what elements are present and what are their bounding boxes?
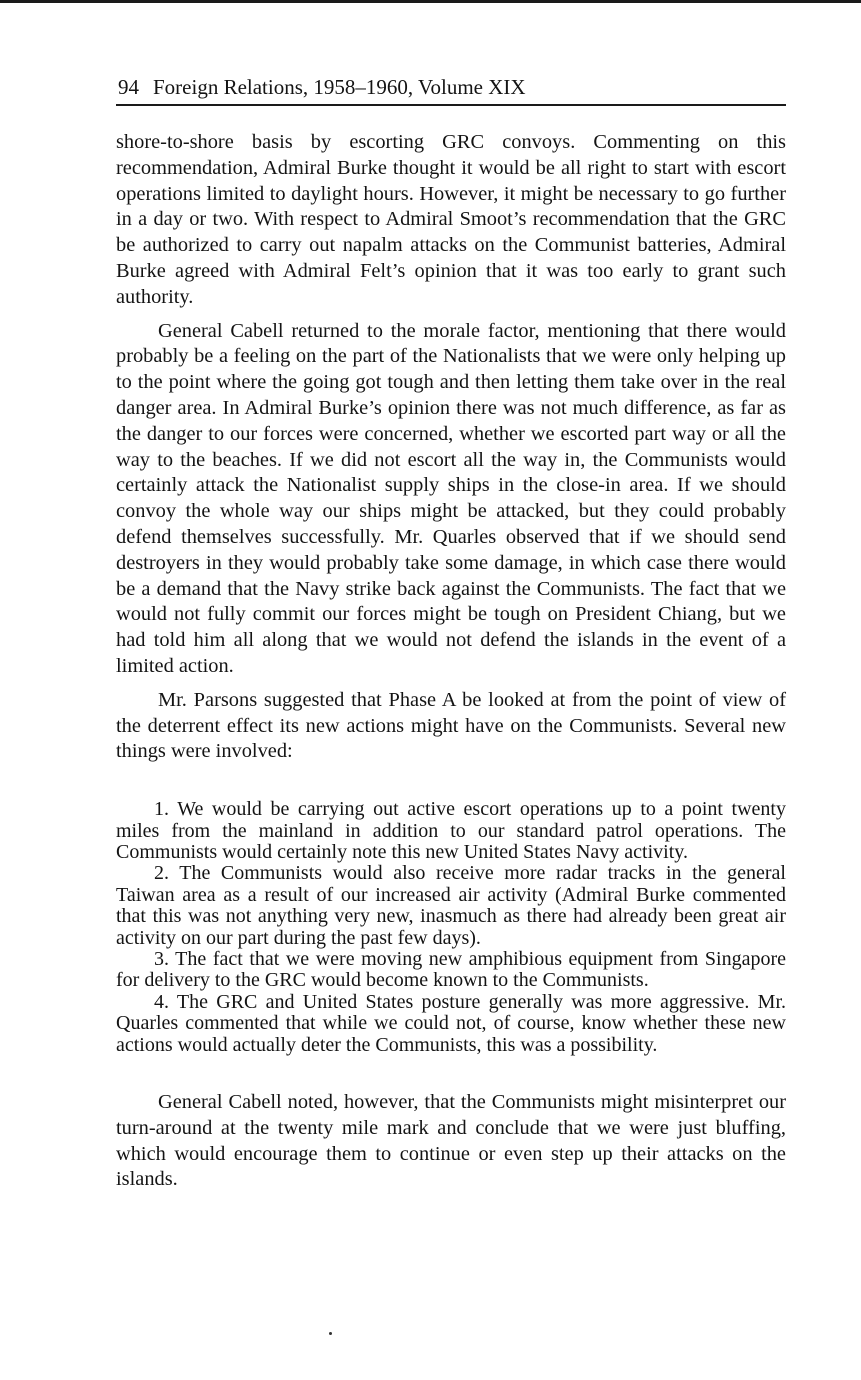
page-body <box>116 130 786 1193</box>
deterrent-actions-list <box>116 799 786 1056</box>
paragraph-cabell-morale: General Cabell returned to the morale factor, mentioning that there would probably be a feeling on the part of the Nationalists that we were only helping up to the point where the going got tough and then letting them take over in the real danger area. In Admiral Burke’s opinion there was not much difference, as far as the danger to our forces were concerned, whether we escorted part way or all the way to the beaches. If we did not escort all the way in, the Communists would certainly attack the Nationalist supply ships in the close-in area. If we should convoy the whole way our ships might be attacked, but they could probably defend themselves successfully. Mr. Quarles observed that if we should send destroyers in they would probably take some damage, in which case there would be a demand that the Navy strike back against the Communists. The fact that we would not fully commit our forces might be tough on President Chiang, but we had told him all along that we would not defend the islands in the event of a limited action. <box>116 319 786 677</box>
paragraph-continuation: shore-to-shore basis by escorting GRC convoys. Commenting on this recommendation, Admiral Burke thought it would be all right to start with escort operations limited to daylight hours. However, it might be necessary to go further in a day or two. With respect to Admiral Smoot’s recommendation that the GRC be authorized to carry out napalm attacks on the Communist batteries, Admiral Burke agreed with Admiral Felt’s opinion that it was too early to grant such authority. <box>116 131 786 308</box>
page-number: 94 <box>118 75 139 99</box>
volume-title: Foreign Relations, 1958–1960, Volume XIX <box>153 75 526 99</box>
list-item: 4. The GRC and United States posture generally was more aggressive. Mr. Quarles commented that while we could not, of course, know whether these new actions would actually deter the Communists, this was a possibility. <box>116 990 786 1056</box>
header-rule <box>116 104 786 106</box>
list-item: 3. The fact that we were moving new amphibious equipment from Singapore for delivery to the GRC would become known to the Communists. <box>116 947 786 992</box>
running-header <box>118 72 786 102</box>
scan-speck <box>329 1332 332 1335</box>
paragraph-parsons-phase-a: Mr. Parsons suggested that Phase A be looked at from the point of view of the deterrent effect its new actions might have on the Communists. Several new things were involved: <box>116 688 786 763</box>
list-item: 1. We would be carrying out active escort operations up to a point twenty miles from the mainland in addition to our standard patrol operations. The Communists would certainly note this new United States Navy activity. <box>116 798 786 863</box>
list-item: 2. The Communists would also receive more radar tracks in the general Taiwan area as a result of our increased air activity (Admiral Burke commented that this was not anything very new, inasmuch as there had already been great air activity on our part during the past few days). <box>116 862 786 949</box>
paragraph-cabell-closing: General Cabell noted, however, that the Communists might misinterpret our turn-around at the twenty mile mark and conclude that we were just bluffing, which would encourage them to continue or even step up their attacks on the islands. <box>116 1091 786 1191</box>
scan-top-edge <box>0 0 861 3</box>
